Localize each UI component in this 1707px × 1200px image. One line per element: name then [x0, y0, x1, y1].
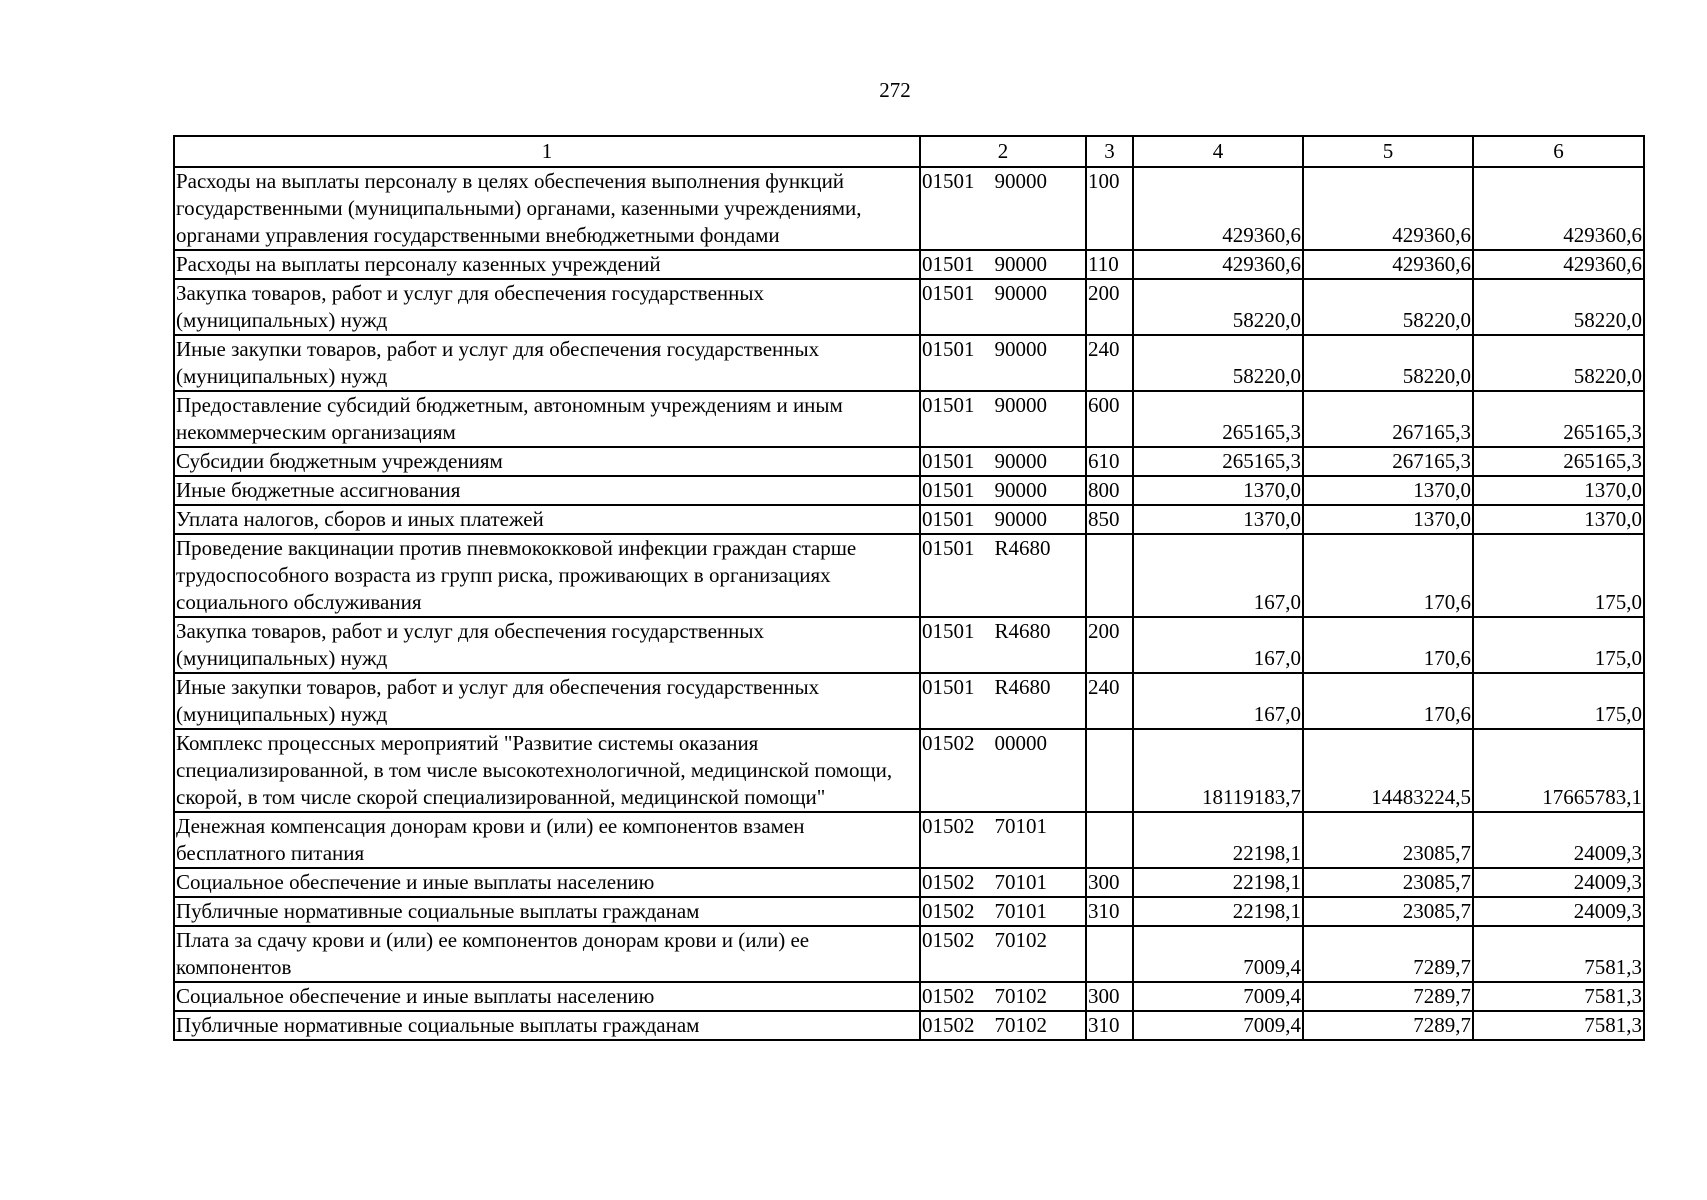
program-code: 01502	[922, 899, 975, 923]
direction-code: 00000	[994, 731, 1047, 755]
direction-code: 90000	[994, 281, 1047, 305]
program-code: 01501	[922, 675, 975, 699]
row-name: Предоставление субсидий бюджетным, автономным учреждениям и иным некоммерческим организациям	[174, 391, 920, 447]
amount-col-6: 7581,3	[1473, 1011, 1644, 1040]
expense-type-code: 300	[1086, 982, 1133, 1011]
amount-col-6: 24009,3	[1473, 897, 1644, 926]
amount-col-5: 23085,7	[1303, 868, 1473, 897]
direction-code: R4680	[994, 619, 1051, 643]
expense-type-code: 610	[1086, 447, 1133, 476]
row-code	[920, 250, 1086, 279]
row-name: Иные закупки товаров, работ и услуг для обеспечения государственных (муниципальных) нужд	[174, 335, 920, 391]
row-name: Расходы на выплаты персоналу казенных учреждений	[174, 250, 920, 279]
table-row	[174, 1011, 1644, 1040]
amount-col-6: 17665783,1	[1473, 729, 1644, 812]
row-name: Проведение вакцинации против пневмококковой инфекции граждан старше трудоспособного возраста из групп риска, проживающих в организациях социального обслуживания	[174, 534, 920, 617]
row-name: Денежная компенсация донорам крови и (или) ее компонентов взамен бесплатного питания	[174, 812, 920, 868]
table-row	[174, 250, 1644, 279]
amount-col-6: 265165,3	[1473, 447, 1644, 476]
row-code	[920, 729, 1086, 812]
amount-col-4: 7009,4	[1133, 1011, 1303, 1040]
budget-table	[173, 135, 1645, 1041]
table-row	[174, 729, 1644, 812]
row-name: Публичные нормативные социальные выплаты гражданам	[174, 897, 920, 926]
column-header-4: 4	[1133, 136, 1303, 167]
row-name: Социальное обеспечение и иные выплаты населению	[174, 868, 920, 897]
table-row	[174, 673, 1644, 729]
amount-col-4: 22198,1	[1133, 897, 1303, 926]
table-row	[174, 897, 1644, 926]
amount-col-4: 167,0	[1133, 673, 1303, 729]
expense-type-code: 200	[1086, 279, 1133, 335]
amount-col-4: 22198,1	[1133, 868, 1303, 897]
direction-code: 90000	[994, 478, 1047, 502]
amount-col-4: 265165,3	[1133, 447, 1303, 476]
amount-col-6: 1370,0	[1473, 476, 1644, 505]
direction-code: 90000	[994, 507, 1047, 531]
row-code	[920, 812, 1086, 868]
amount-col-6: 175,0	[1473, 673, 1644, 729]
table-row	[174, 447, 1644, 476]
expense-type-code: 240	[1086, 673, 1133, 729]
row-name: Иные бюджетные ассигнования	[174, 476, 920, 505]
row-code	[920, 897, 1086, 926]
table-row	[174, 926, 1644, 982]
row-name: Закупка товаров, работ и услуг для обеспечения государственных (муниципальных) нужд	[174, 617, 920, 673]
expense-type-code	[1086, 729, 1133, 812]
row-code	[920, 505, 1086, 534]
row-code	[920, 391, 1086, 447]
table-row	[174, 812, 1644, 868]
row-code	[920, 926, 1086, 982]
amount-col-5: 1370,0	[1303, 505, 1473, 534]
amount-col-5: 58220,0	[1303, 279, 1473, 335]
table-row	[174, 534, 1644, 617]
direction-code: 90000	[994, 449, 1047, 473]
program-code: 01501	[922, 536, 975, 560]
column-header-1: 1	[174, 136, 920, 167]
direction-code: 70101	[994, 814, 1047, 838]
program-code: 01502	[922, 1013, 975, 1037]
table-body	[174, 167, 1644, 1040]
row-name: Плата за сдачу крови и (или) ее компонентов донорам крови и (или) ее компонентов	[174, 926, 920, 982]
column-header-2: 2	[920, 136, 1086, 167]
row-name: Иные закупки товаров, работ и услуг для обеспечения государственных (муниципальных) нужд	[174, 673, 920, 729]
program-code: 01502	[922, 984, 975, 1008]
expense-type-code: 600	[1086, 391, 1133, 447]
direction-code: 70102	[994, 1013, 1047, 1037]
expense-type-code: 850	[1086, 505, 1133, 534]
row-name: Комплекс процессных мероприятий "Развитие системы оказания специализированной, в том числе высокотехнологичной, медицинской помощи, скорой, в том числе скорой специализированной, медицинской помощи"	[174, 729, 920, 812]
amount-col-6: 175,0	[1473, 534, 1644, 617]
row-code	[920, 534, 1086, 617]
direction-code: 90000	[994, 393, 1047, 417]
amount-col-4: 7009,4	[1133, 926, 1303, 982]
amount-col-6: 24009,3	[1473, 812, 1644, 868]
amount-col-6: 7581,3	[1473, 982, 1644, 1011]
program-code: 01501	[922, 281, 975, 305]
table-header	[174, 136, 1644, 167]
amount-col-5: 7289,7	[1303, 982, 1473, 1011]
row-code	[920, 335, 1086, 391]
row-name: Закупка товаров, работ и услуг для обеспечения государственных (муниципальных) нужд	[174, 279, 920, 335]
amount-col-4: 22198,1	[1133, 812, 1303, 868]
row-code	[920, 1011, 1086, 1040]
row-name: Публичные нормативные социальные выплаты гражданам	[174, 1011, 920, 1040]
row-code	[920, 476, 1086, 505]
table-row	[174, 868, 1644, 897]
program-code: 01501	[922, 393, 975, 417]
expense-type-code: 110	[1086, 250, 1133, 279]
program-code: 01501	[922, 478, 975, 502]
program-code: 01501	[922, 619, 975, 643]
amount-col-6: 265165,3	[1473, 391, 1644, 447]
expense-type-code: 240	[1086, 335, 1133, 391]
program-code: 01502	[922, 814, 975, 838]
amount-col-5: 170,6	[1303, 534, 1473, 617]
row-code	[920, 982, 1086, 1011]
amount-col-5: 23085,7	[1303, 897, 1473, 926]
amount-col-4: 429360,6	[1133, 167, 1303, 250]
program-code: 01501	[922, 252, 975, 276]
expense-type-code	[1086, 534, 1133, 617]
amount-col-5: 23085,7	[1303, 812, 1473, 868]
direction-code: 70101	[994, 899, 1047, 923]
amount-col-6: 58220,0	[1473, 335, 1644, 391]
row-code	[920, 617, 1086, 673]
amount-col-5: 58220,0	[1303, 335, 1473, 391]
amount-col-4: 58220,0	[1133, 335, 1303, 391]
amount-col-4: 1370,0	[1133, 505, 1303, 534]
direction-code: 90000	[994, 337, 1047, 361]
amount-col-5: 267165,3	[1303, 447, 1473, 476]
table-row	[174, 617, 1644, 673]
amount-col-5: 14483224,5	[1303, 729, 1473, 812]
program-code: 01501	[922, 169, 975, 193]
direction-code: R4680	[994, 675, 1051, 699]
amount-col-5: 170,6	[1303, 673, 1473, 729]
amount-col-5: 267165,3	[1303, 391, 1473, 447]
direction-code: 70102	[994, 984, 1047, 1008]
table-row	[174, 167, 1644, 250]
direction-code: 90000	[994, 169, 1047, 193]
direction-code: 70101	[994, 870, 1047, 894]
amount-col-6: 7581,3	[1473, 926, 1644, 982]
row-code	[920, 279, 1086, 335]
amount-col-6: 175,0	[1473, 617, 1644, 673]
row-name: Уплата налогов, сборов и иных платежей	[174, 505, 920, 534]
page-number: 272	[879, 78, 911, 102]
program-code: 01501	[922, 449, 975, 473]
amount-col-4: 18119183,7	[1133, 729, 1303, 812]
amount-col-4: 429360,6	[1133, 250, 1303, 279]
amount-col-6: 429360,6	[1473, 167, 1644, 250]
expense-type-code: 800	[1086, 476, 1133, 505]
table-row	[174, 982, 1644, 1011]
expense-type-code	[1086, 926, 1133, 982]
row-code	[920, 868, 1086, 897]
amount-col-5: 429360,6	[1303, 167, 1473, 250]
expense-type-code: 300	[1086, 868, 1133, 897]
amount-col-4: 1370,0	[1133, 476, 1303, 505]
expense-type-code: 200	[1086, 617, 1133, 673]
amount-col-6: 1370,0	[1473, 505, 1644, 534]
direction-code: 70102	[994, 928, 1047, 952]
table-row	[174, 391, 1644, 447]
direction-code: R4680	[994, 536, 1051, 560]
amount-col-6: 429360,6	[1473, 250, 1644, 279]
program-code: 01501	[922, 337, 975, 361]
row-code	[920, 167, 1086, 250]
expense-type-code	[1086, 812, 1133, 868]
amount-col-5: 1370,0	[1303, 476, 1473, 505]
row-code	[920, 447, 1086, 476]
table-row	[174, 335, 1644, 391]
amount-col-4: 58220,0	[1133, 279, 1303, 335]
amount-col-6: 24009,3	[1473, 868, 1644, 897]
amount-col-4: 167,0	[1133, 534, 1303, 617]
amount-col-4: 7009,4	[1133, 982, 1303, 1011]
program-code: 01502	[922, 731, 975, 755]
program-code: 01501	[922, 507, 975, 531]
row-name: Социальное обеспечение и иные выплаты населению	[174, 982, 920, 1011]
direction-code: 90000	[994, 252, 1047, 276]
column-header-5: 5	[1303, 136, 1473, 167]
amount-col-4: 265165,3	[1133, 391, 1303, 447]
header-row	[174, 136, 1644, 167]
amount-col-5: 7289,7	[1303, 926, 1473, 982]
row-name: Расходы на выплаты персоналу в целях обеспечения выполнения функций государственными (муниципальными) органами, казенными учреждениями, органами управления государственными внебюджетными фондами	[174, 167, 920, 250]
expense-type-code: 310	[1086, 1011, 1133, 1040]
amount-col-5: 7289,7	[1303, 1011, 1473, 1040]
amount-col-5: 429360,6	[1303, 250, 1473, 279]
program-code: 01502	[922, 870, 975, 894]
row-code	[920, 673, 1086, 729]
column-header-6: 6	[1473, 136, 1644, 167]
expense-type-code: 100	[1086, 167, 1133, 250]
table-row	[174, 476, 1644, 505]
expense-type-code: 310	[1086, 897, 1133, 926]
amount-col-4: 167,0	[1133, 617, 1303, 673]
amount-col-6: 58220,0	[1473, 279, 1644, 335]
table-row	[174, 279, 1644, 335]
program-code: 01502	[922, 928, 975, 952]
table-row	[174, 505, 1644, 534]
row-name: Субсидии бюджетным учреждениям	[174, 447, 920, 476]
column-header-3: 3	[1086, 136, 1133, 167]
amount-col-5: 170,6	[1303, 617, 1473, 673]
